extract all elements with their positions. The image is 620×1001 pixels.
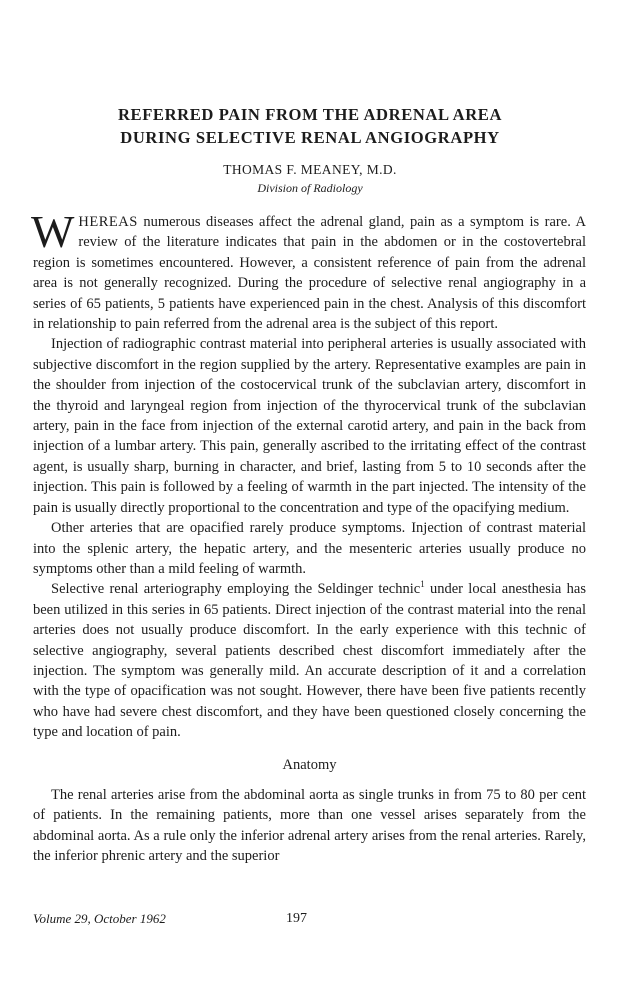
author-name: THOMAS F. MEANEY, M.D. [223,162,397,177]
article-body [31,206,586,867]
journal-issue-footer: Volume 29, October 1962 [33,911,166,926]
paragraph-3: Other arteries that are opacified rarely produce symptoms. Injection of contrast material into the splenic artery, the hepatic artery, and the mesenteric arteries usually produce no symptoms other than a mild feeling of warmth. [33,520,586,577]
paragraph-4-text-end: under local anesthesia has been utilized in this series in 65 patients. Direct injection of the contrast material into the renal arteries does not usually produce discomfort. In the early experience with this technic of selective angiography, several patients described chest discomfort immediately after the injection. The symptom was generally mild. An accurate description of it and a correlation with the type of opacification was not sought. However, there have been five patients recently who have had severe chest discomfort, and they have been questioned closely concerning the type and location of pain. [33,581,586,741]
paragraph-1-text: numerous diseases affect the adrenal gland, pain as a symptom is rare. A review of the literature indicates that pain in the abdomen or in the costovertebral region is sometimes encountered. However, a consistent reference of pain from the adrenal area is not generally recognized. During the procedure of selective renal angiography in a series of 65 patients, 5 patients have experienced pain in the chest. Analysis of this discomfort in relationship to pain referred from the adrenal area is the subject of this report. [33,214,586,333]
article-title-line-2: DURING SELECTIVE RENAL ANGIOGRAPHY [120,128,500,147]
footnote-reference: 1 [420,579,425,590]
author-division: Division of Radiology [257,181,363,195]
paragraph-1 [31,206,586,334]
paragraph-1-lead-word: HEREAS [78,214,138,230]
paragraph-4-text-start: Selective renal arteriography employing the Seldinger technic [51,581,421,598]
paragraph-2: Injection of radiographic contrast material into peripheral arteries is usually associated with subjective discomfort in the region supplied by the artery. Representative examples are pain in the shoulder from injection of the costocervical trunk of the subclavian artery, discomfort in the thyroid and laryngeal region from injection of the thyrocervical trunk of the subclavian artery, pain in the face from injection of the external carotid artery, and pain in the back from injection of a lumbar artery. This pain, generally ascribed to the irritating effect of the contrast agent, is usually sharp, burning in character, and brief, lasting from 5 to 10 seconds after the injection. This pain is followed by a feeling of warmth in the part injected. The intensity of the pain is usually directly proportional to the concentration and type of the opacifying medium. [33,336,586,516]
paragraph-4 [33,579,586,742]
section-heading-anatomy: Anatomy [282,756,337,773]
drop-cap: W [31,206,75,257]
paragraph-5: The renal arteries arise from the abdominal aorta as single trunks in from 75 to 80 per cent of patients. In the remaining patients, more than one vessel arises separately from the abdominal aorta. As a rule only the inferior adrenal artery arises from the renal arteries. Rarely, the inferior phrenic artery and the superior [33,786,586,865]
article-title-line-1: REFERRED PAIN FROM THE ADRENAL AREA [117,105,503,124]
page-number: 197 [286,911,307,926]
